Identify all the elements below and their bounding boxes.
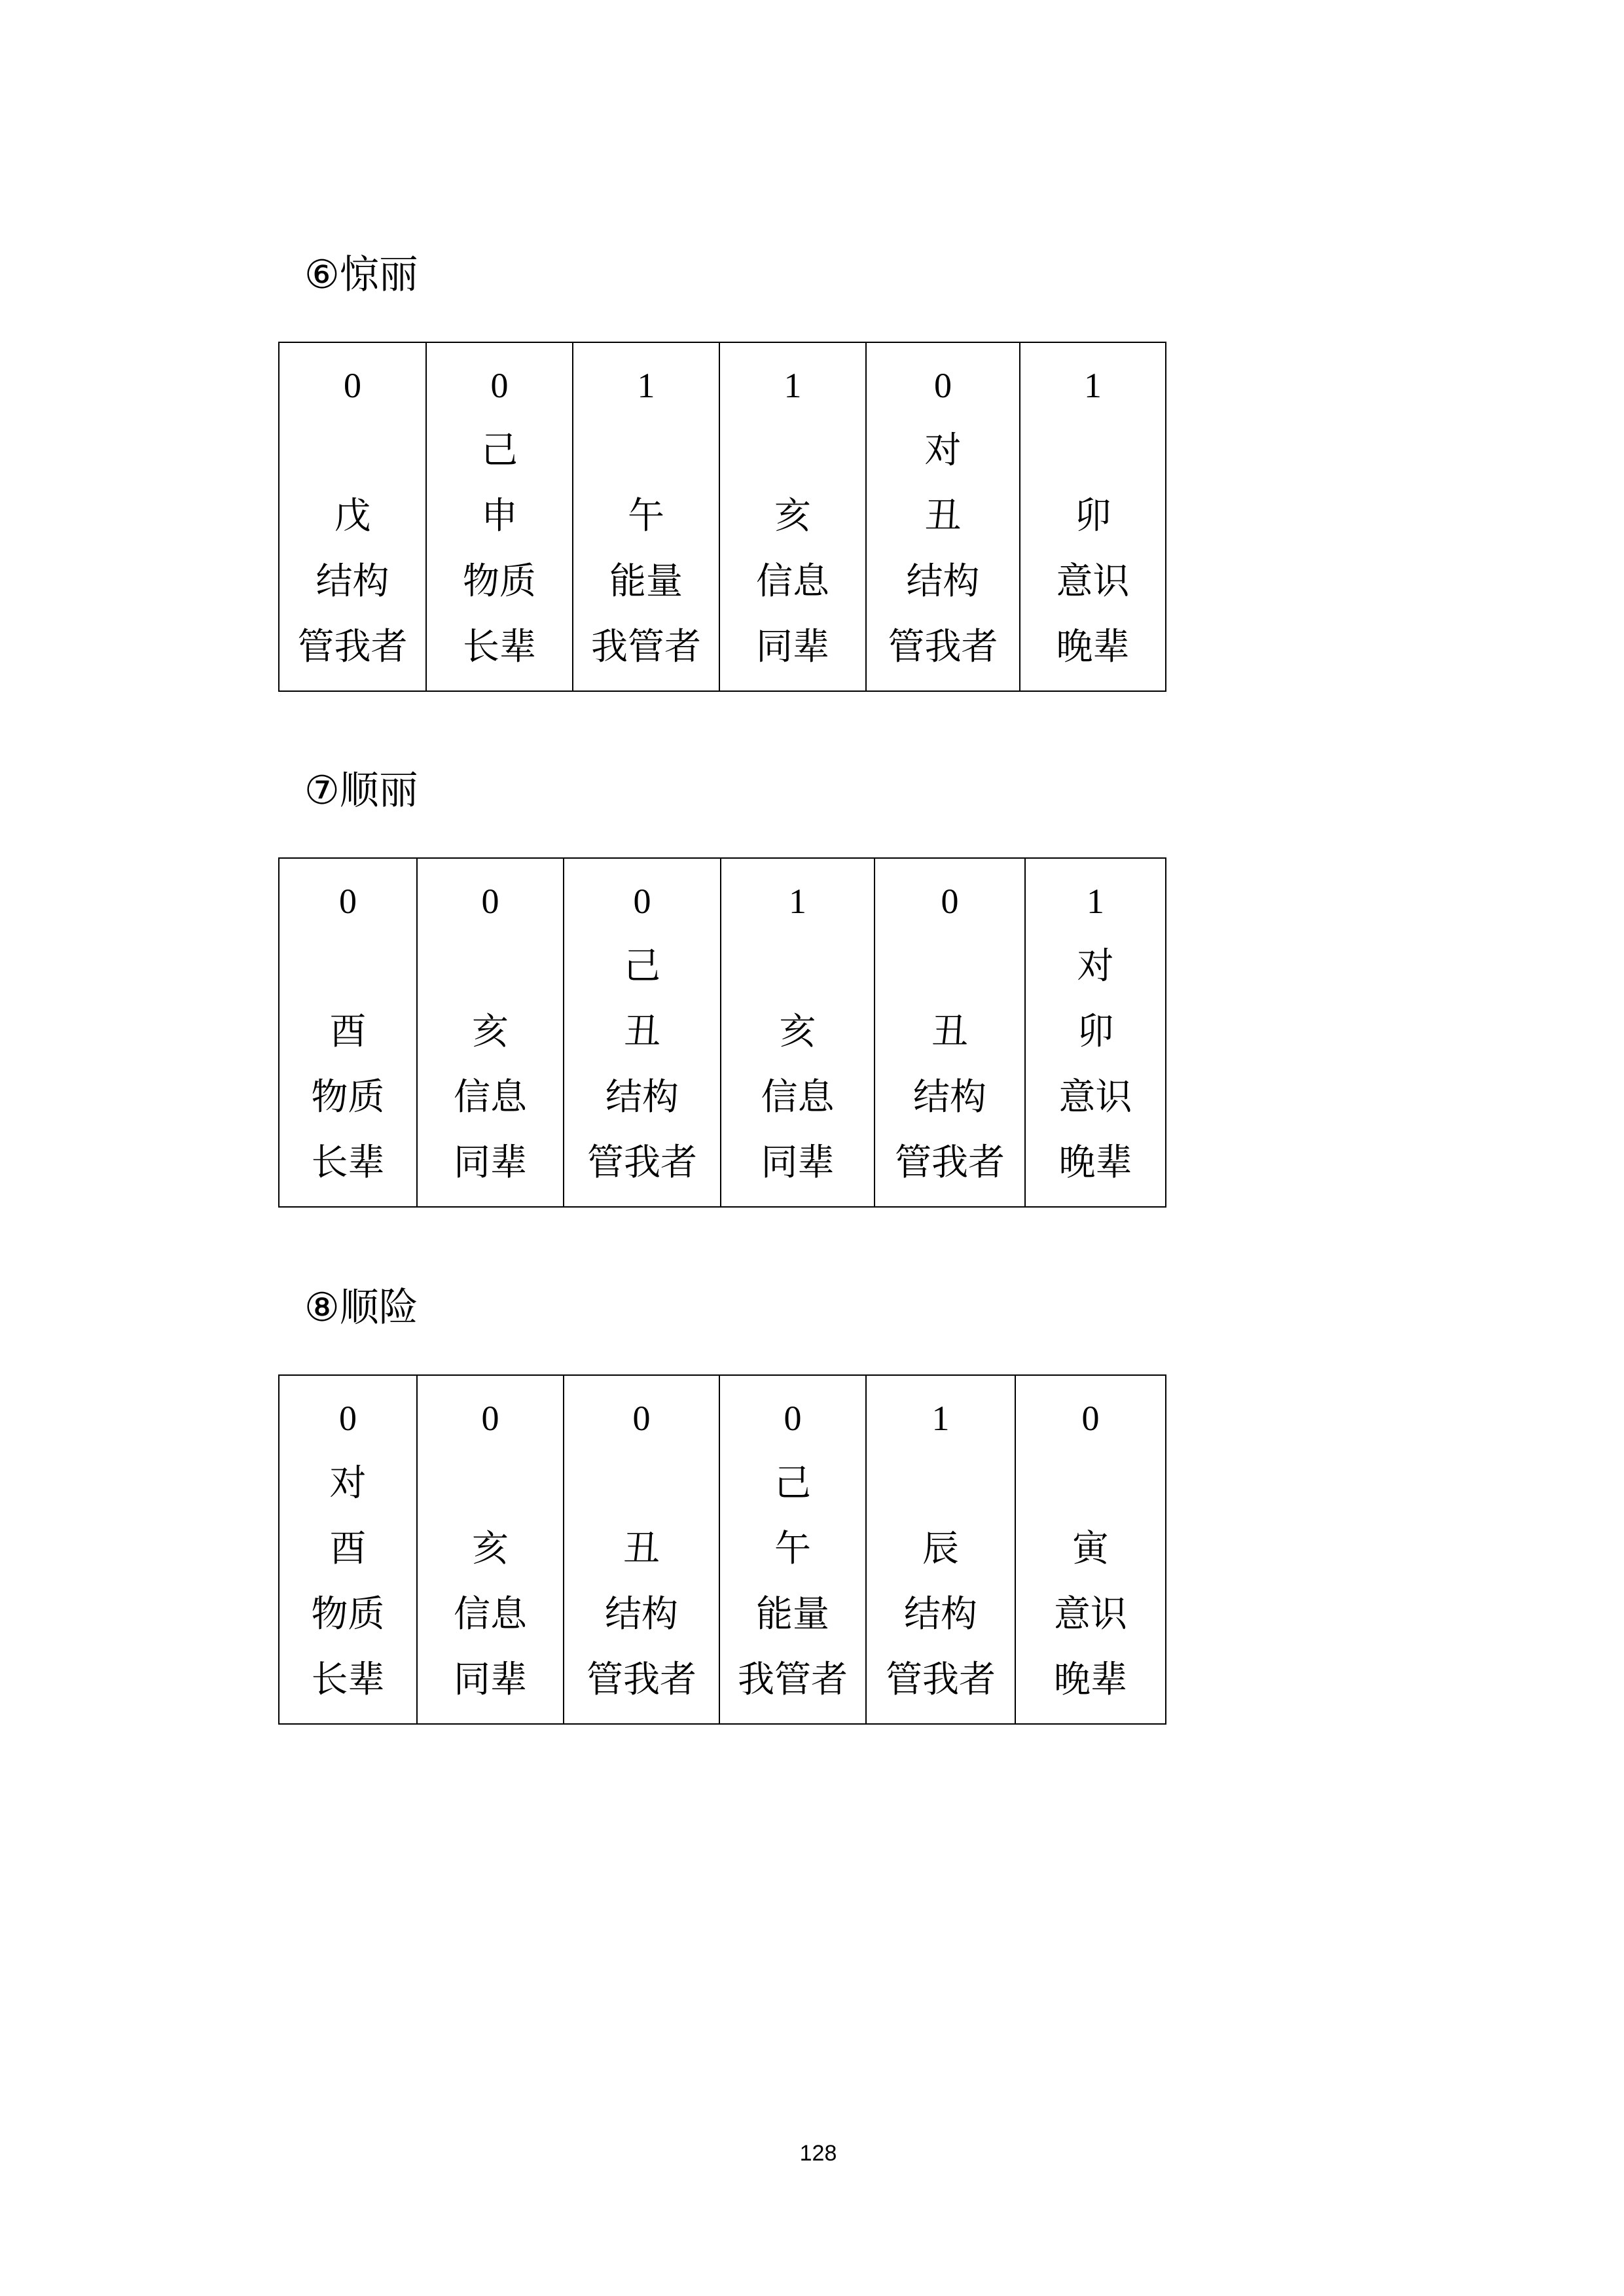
table-cell xyxy=(875,858,1025,1207)
table-cell xyxy=(417,858,564,1207)
table-cell xyxy=(426,342,573,691)
relation-label: 管我者 xyxy=(586,1659,696,1701)
category-label: 信息 xyxy=(454,1593,527,1636)
branch-character: 亥 xyxy=(779,1011,816,1053)
branch-character: 午 xyxy=(628,495,664,537)
relation-label: 同辈 xyxy=(756,626,829,668)
binary-digit: 0 xyxy=(339,882,357,921)
table-cell xyxy=(573,342,719,691)
branch-character: 申 xyxy=(481,495,518,537)
binary-digit: 0 xyxy=(632,1399,651,1438)
relation-label: 晚辈 xyxy=(1056,626,1130,668)
table-cell xyxy=(279,858,417,1207)
binary-digit: 1 xyxy=(931,1399,950,1438)
category-label: 信息 xyxy=(756,560,829,603)
branch-character: 寅 xyxy=(1072,1528,1109,1570)
category-label: 意识 xyxy=(1056,560,1130,603)
category-label: 能量 xyxy=(756,1593,829,1636)
binary-digit: 0 xyxy=(934,366,952,405)
table-cell xyxy=(1020,342,1166,691)
category-label: 意识 xyxy=(1058,1076,1132,1119)
branch-character: 卯 xyxy=(1074,495,1111,537)
relation-label: 管我者 xyxy=(297,626,408,668)
relation-mark: 对 xyxy=(1077,945,1114,988)
branch-character: 丑 xyxy=(623,1528,660,1570)
branch-character: 丑 xyxy=(931,1011,968,1053)
category-label: 信息 xyxy=(454,1076,527,1119)
binary-digit: 1 xyxy=(789,882,806,921)
table-row xyxy=(279,342,1166,691)
binary-digit: 1 xyxy=(637,366,655,405)
relation-label: 管我者 xyxy=(888,626,998,668)
category-label: 结构 xyxy=(906,560,980,603)
relation-label: 同辈 xyxy=(761,1141,835,1184)
relation-label: 我管者 xyxy=(591,626,701,668)
table-cell xyxy=(564,858,721,1207)
binary-digit: 1 xyxy=(1084,366,1102,405)
branch-character: 亥 xyxy=(472,1528,509,1570)
relation-mark: 己 xyxy=(481,429,518,472)
table-cell xyxy=(866,1375,1015,1724)
branch-character: 亥 xyxy=(472,1011,509,1053)
binary-digit: 0 xyxy=(481,882,499,921)
category-label: 结构 xyxy=(605,1076,679,1119)
table-cell xyxy=(417,1375,564,1724)
section-heading: ⑦顺丽 xyxy=(304,768,418,814)
category-label: 物质 xyxy=(311,1076,385,1119)
relation-mark: 对 xyxy=(924,429,962,472)
section-heading: ⑧顺险 xyxy=(304,1285,418,1331)
relation-label: 晚辈 xyxy=(1054,1659,1127,1701)
table-cell xyxy=(564,1375,719,1724)
binary-digit: 1 xyxy=(1087,882,1104,921)
table-cell xyxy=(1025,858,1166,1207)
branch-character: 亥 xyxy=(774,495,811,537)
binary-digit: 0 xyxy=(481,1399,499,1438)
hexagram-table xyxy=(278,342,1166,692)
branch-character: 辰 xyxy=(922,1528,959,1570)
branch-character: 酉 xyxy=(329,1011,367,1053)
binary-digit: 0 xyxy=(784,1399,802,1438)
branch-character: 丑 xyxy=(924,495,962,537)
table-cell xyxy=(279,1375,417,1724)
relation-label: 长辈 xyxy=(463,626,536,668)
table-row xyxy=(279,1375,1166,1724)
relation-label: 我管者 xyxy=(738,1659,848,1701)
category-label: 结构 xyxy=(913,1076,986,1119)
table-cell xyxy=(1015,1375,1166,1724)
relation-label: 晚辈 xyxy=(1058,1141,1132,1184)
table-row xyxy=(279,858,1166,1207)
table-cell xyxy=(279,342,426,691)
branch-character: 卯 xyxy=(1077,1011,1114,1053)
binary-digit: 0 xyxy=(344,366,361,405)
binary-digit: 0 xyxy=(1081,1399,1100,1438)
table-cell xyxy=(721,858,875,1207)
category-label: 物质 xyxy=(463,560,536,603)
binary-digit: 1 xyxy=(784,366,802,405)
relation-label: 同辈 xyxy=(454,1659,527,1701)
table-cell xyxy=(866,342,1020,691)
branch-character: 丑 xyxy=(624,1011,660,1053)
category-label: 意识 xyxy=(1054,1593,1127,1636)
page-number: 128 xyxy=(799,2141,837,2166)
branch-character: 午 xyxy=(774,1528,811,1570)
relation-label: 长辈 xyxy=(311,1659,385,1701)
relation-label: 管我者 xyxy=(587,1141,697,1184)
branch-character: 酉 xyxy=(329,1528,367,1570)
relation-label: 管我者 xyxy=(886,1659,996,1701)
relation-label: 同辈 xyxy=(454,1141,527,1184)
category-label: 结构 xyxy=(316,560,389,603)
category-label: 能量 xyxy=(609,560,683,603)
category-label: 结构 xyxy=(904,1593,977,1636)
relation-label: 管我者 xyxy=(895,1141,1005,1184)
binary-digit: 0 xyxy=(339,1399,357,1438)
category-label: 信息 xyxy=(761,1076,835,1119)
relation-mark: 己 xyxy=(774,1462,811,1505)
hexagram-table xyxy=(278,1374,1166,1725)
hexagram-table xyxy=(278,857,1166,1208)
category-label: 物质 xyxy=(311,1593,385,1636)
table-cell xyxy=(719,342,866,691)
binary-digit: 0 xyxy=(490,366,509,405)
branch-character: 戊 xyxy=(334,495,371,537)
relation-mark: 己 xyxy=(624,945,660,988)
binary-digit: 0 xyxy=(941,882,959,921)
relation-label: 长辈 xyxy=(311,1141,385,1184)
table-cell xyxy=(719,1375,866,1724)
relation-mark: 对 xyxy=(329,1462,367,1505)
section-heading: ⑥惊丽 xyxy=(304,252,418,298)
category-label: 结构 xyxy=(605,1593,678,1636)
binary-digit: 0 xyxy=(633,882,651,921)
